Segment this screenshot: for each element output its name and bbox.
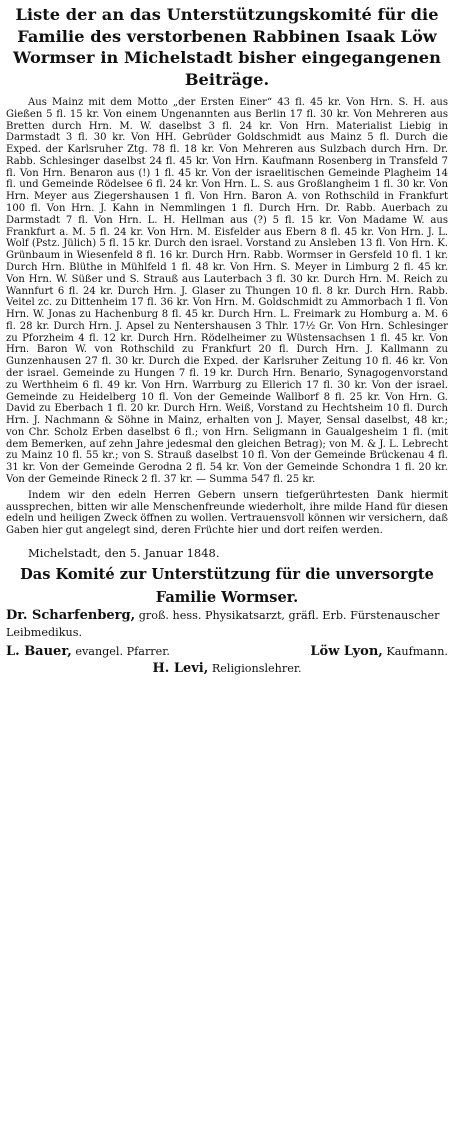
- signatory-title: groß. hess. Physikatsarzt, gräfl. Erb. Fürstenauscher Leibmedikus.: [6, 608, 440, 639]
- notice-body: [6, 97, 448, 537]
- title-line-2: Familie des verstorbenen Rabbinen Isaak Löw: [17, 26, 437, 46]
- committee-line-1: Das Komité zur Unterstützung für die unversorgte: [20, 565, 434, 583]
- signature-row: [6, 643, 448, 660]
- donations-list-paragraph: Aus Mainz mit dem Motto „der Ersten Einer“ 43 fl. 45 kr. Von Hrn. S. H. aus Gießen 5 fl. 15 kr. Von einem Ungenannten aus Berlin 17 fl. 30 kr. Von Mehreren aus Bretten durch Hrn. M. W. daselbst 3 fl. 24 kr. Von Hrn. Materialist Liebig in Darmstadt 3 fl. 30 kr. Von HH. Gebrüder Goldschmidt aus Mainz 5 fl. Durch die Exped. der Karlsruher Ztg. 78 fl. 18 kr. Von Mehreren aus Sulzbach durch Hrn. Dr. Rabb. Schlesinger daselbst 24 fl. 45 kr. Von Hrn. Kaufmann Rosenberg in Transfeld 7 fl. Von Hrn. Benaron aus (!) 1 fl. 45 kr. Von der israelitischen Gemeinde Plagheim 14 fl. und Gemeinde Rödelsee 6 fl. 24 kr. Von Hrn. L. S. aus Großlangheim 1 fl. 30 kr. Von Hrn. Meyer aus Ziegershausen 1 fl. Von Hrn. Baron A. von Rothschild in Frankfurt 100 fl. Von Hrn. J. Kahn in Nemmlingen 1 fl. Durch Hrn. Dr. Rabb. Auerbach zu Darmstadt 7 fl. Von Hrn. L. H. Hellman aus (?) 5 fl. 15 kr. Von Madame W. aus Frankfurt a. M. 5 fl. 24 kr. Von Hrn. M. Eisfelder aus Ebern 8 fl. 45 kr. Von Hrn. J. L. Wolf (Pstz. Jülich) 5 fl. 15 kr. Durch den israel. Vorstand zu Ansleben 13 fl. Von Hrn. K. Grünbaum in Wiesenfeld 8 fl. 16 kr. Durch Hrn. Rabb. Wormser in Gersfeld 10 fl. 1 kr. Durch Hrn. Blüthe in Mühlfeld 1 fl. 48 kr. Von Hrn. S. Meyer in Limburg 2 fl. 45 kr. Von Hrn. W. Süßer und S. Strauß aus Lauterbach 3 fl. 30 kr. Durch Hrn. M. Reich zu Wannfurt 6 fl. 24 kr. Durch Hrn. J. Glaser zu Thungen 10 fl. 8 kr. Durch Hrn. Rabb. Veitel zc. zu Dittenheim 17 fl. 36 kr. Von Hrn. M. Goldschmidt zu Ammorbach 1 fl. Von Hrn. W. Jonas zu Hachenburg 8 fl. 45 kr. Durch Hrn. L. Freimark zu Homburg a. M. 6 fl. 28 kr. Durch Hrn. J. Apsel zu Nentershausen 3 Thlr. 17½ Gr. Von Hrn. Schlesinger zu Pforzheim 4 fl. 12 kr. Durch Hrn. Rödelheimer zu Wüstensachsen 1 fl. 45 kr. Von Hrn. Baron W. von Rothschild zu Frankfurt 20 fl. Durch Hrn. J. Kallmann zu Gunzenhausen 27 fl. 30 kr. Durch die Exped. der Karlsruher Zeitung 10 fl. 46 kr. Von der israel. Gemeinde zu Hungen 7 fl. 19 kr. Durch Hrn. Benario, Synagogenvorstand zu Werthheim 6 fl. 49 kr. Von Hrn. Warrburg zu Ellerich 17 fl. 30 kr. Von der israel. Gemeinde zu Heidelberg 10 fl. Von der Gemeinde Wallborf 8 fl. 25 kr. Von Hrn. G. David zu Eberbach 1 fl. 20 kr. Durch Hrn. Weiß, Vorstand zu Hechtsheim 10 fl. Durch Hrn. J. Nachmann & Söhne in Mainz, erhalten von J. Mayer, Sensal daselbst, 48 kr.; von Chr. Scholz Erben daselbst 6 fl.; von Hrn. Seligmann in Gaualgesheim 1 fl. (mit dem Bemerken, auf zehn Jahre jedesmal den gleichen Betrag); von M. & J. L. Lebrecht zu Mainz 10 fl. 55 kr.; von S. Strauß daselbst 10 fl. Von der Gemeinde Brückenau 4 fl. 31 kr. Von der Gemeinde Gerodna 2 fl. 54 kr. Von der Gemeinde Schondra 1 fl. 20 kr. Von der Gemeinde Rineck 2 fl. 37 kr. — Summa 547 fl. 25 kr.: [6, 97, 448, 485]
- signatory-name: L. Bauer,: [6, 643, 72, 659]
- committee-line-2: Familie Wormser.: [155, 588, 299, 606]
- notice-title: [6, 4, 448, 90]
- signatory-title: Religionslehrer.: [211, 661, 302, 675]
- signatory-title: Kaufmann.: [386, 644, 448, 658]
- place-date: Michelstadt, den 5. Januar 1848.: [28, 545, 220, 560]
- title-line-1: Liste der an das Unterstützungskomité für die: [15, 5, 439, 24]
- title-line-4: Beiträge.: [184, 69, 270, 89]
- signatory-name: Dr. Scharfenberg,: [6, 607, 136, 623]
- signatures: [6, 607, 448, 677]
- signature-lyon: [310, 643, 448, 660]
- title-line-3: Wormser in Michelstadt bisher eingegangenen: [13, 48, 441, 67]
- thanks-paragraph: Indem wir den edeln Herren Gebern unsern tiefgerührtesten Dank hiermit aussprechen, bitten wir alle Menschenfreunde wiederholt, ihre milde Hand für diesen edeln und heiligen Zweck öffnen zu wollen. Vertrauensvoll können wir versichern, daß Gaben hier gut angelegt sind, deren Früchte hier und dort reifen werden.: [6, 489, 448, 537]
- signatory-name: Löw Lyon,: [310, 643, 383, 659]
- signature-levi: [6, 660, 448, 677]
- signatory-title: evangel. Pfarrer.: [75, 644, 170, 658]
- committee-heading: [6, 565, 448, 607]
- signature-scharfenberg: [6, 607, 448, 641]
- signature-bauer: [6, 643, 170, 660]
- signatory-name: H. Levi,: [152, 660, 209, 676]
